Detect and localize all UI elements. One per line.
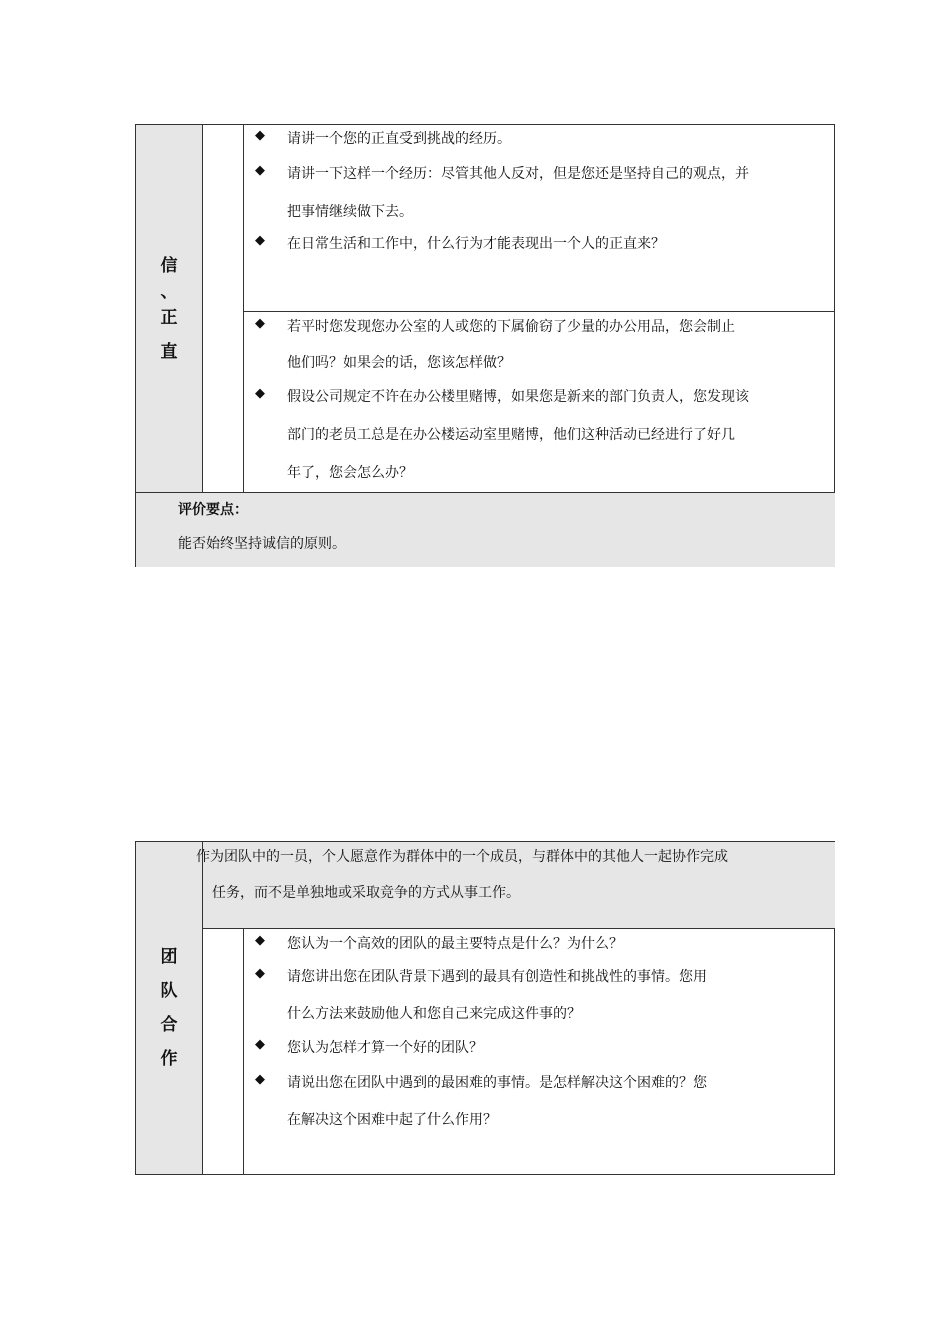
question-text: 他们吗？如果会的话，您该怎样做？	[287, 355, 511, 371]
definition-text: 任务，而不是单独地或采取竞争的方式从事工作。	[212, 885, 520, 901]
question-text: 您认为一个高效的团队的最主要特点是什么？为什么？	[287, 936, 623, 952]
category-char: 合	[160, 1015, 178, 1035]
question-text: 年了，您会怎么办？	[287, 465, 413, 481]
diamond-bullet-icon: ◆	[255, 163, 265, 178]
category-char: 信	[160, 255, 178, 276]
diamond-bullet-icon: ◆	[255, 933, 265, 948]
category-char: 正	[160, 307, 178, 328]
question-text: 什么方法来鼓励他人和您自己来完成这件事的？	[287, 1006, 581, 1022]
evaluation-title: 评价要点：	[178, 502, 248, 518]
question-text: 在日常生活和工作中，什么行为才能表现出一个人的正直来？	[287, 236, 665, 252]
definition-text: 作为团队中的一员，个人愿意作为群体中的一个成员，与群体中的其他人一起协作完成	[196, 849, 728, 865]
diamond-bullet-icon: ◆	[255, 966, 265, 981]
question-text: 假设公司规定不许在办公楼里赌博，如果您是新来的部门负责人，您发现该	[287, 389, 749, 405]
diamond-bullet-icon: ◆	[255, 233, 265, 248]
question-text: 请讲一下这样一个经历：尽管其他人反对，但是您还是坚持自己的观点，并	[287, 166, 749, 182]
question-text: 请说出您在团队中遇到的最困难的事情。是怎样解决这个困难的？您	[287, 1075, 707, 1091]
diamond-bullet-icon: ◆	[255, 1072, 265, 1087]
question-text: 您认为怎样才算一个好的团队？	[287, 1040, 483, 1056]
question-text: 在解决这个困难中起了什么作用？	[287, 1112, 497, 1128]
category-char: 直	[160, 341, 178, 362]
category-cell	[136, 842, 202, 1174]
category-char: 、	[160, 281, 178, 302]
diamond-bullet-icon: ◆	[255, 1037, 265, 1052]
question-text: 若平时您发现您办公室的人或您的下属偷窃了少量的办公用品，您会制止	[287, 319, 735, 335]
diamond-bullet-icon: ◆	[255, 386, 265, 401]
category-char: 作	[160, 1049, 178, 1069]
question-text: 部门的老员工总是在办公楼运动室里赌博，他们这种活动已经进行了好几	[287, 427, 735, 443]
diamond-bullet-icon: ◆	[255, 128, 265, 143]
question-text: 请讲一个您的正直受到挑战的经历。	[287, 131, 511, 147]
category-char: 团	[160, 947, 178, 967]
question-text: 把事情继续做下去。	[287, 204, 413, 220]
evaluation-text: 能否始终坚持诚信的原则。	[178, 536, 346, 552]
question-text: 请您讲出您在团队背景下遇到的最具有创造性和挑战性的事情。您用	[287, 969, 707, 985]
diamond-bullet-icon: ◆	[255, 316, 265, 331]
category-char: 队	[160, 981, 178, 1001]
category-cell	[136, 125, 202, 492]
